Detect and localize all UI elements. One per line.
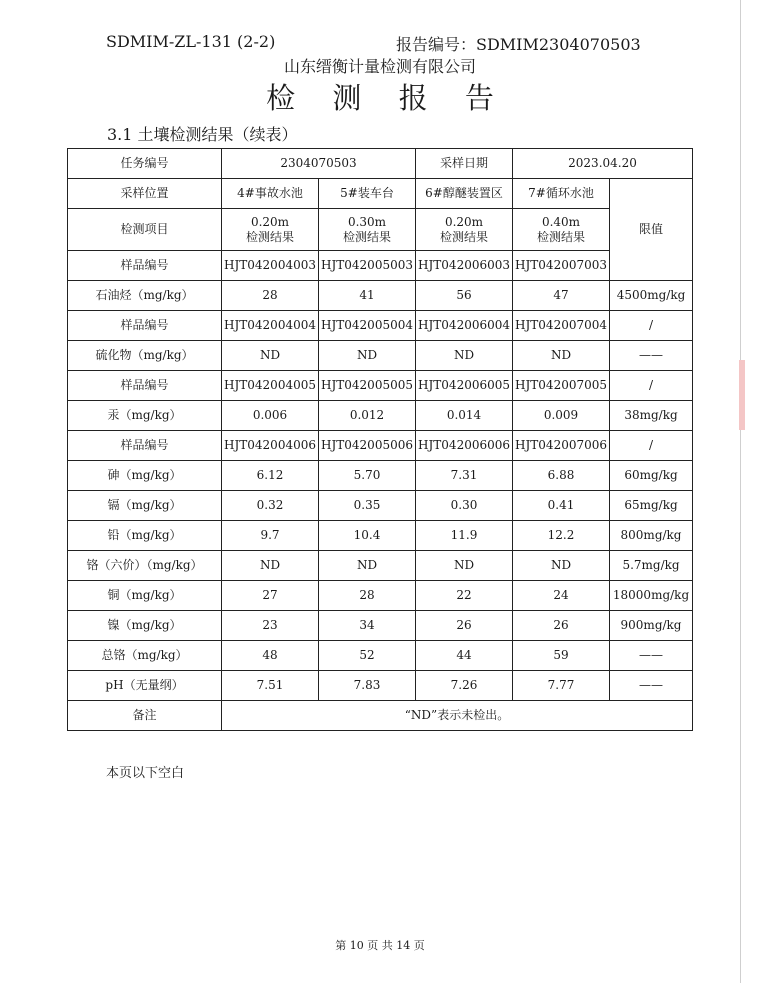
result-cell: ND xyxy=(222,341,319,371)
result-row xyxy=(68,611,693,641)
depth-cell xyxy=(319,209,416,251)
sample-id-cell: HJT042007006 xyxy=(513,431,610,461)
item-name: 镍（mg/kg） xyxy=(68,611,222,641)
limit-cell: —— xyxy=(610,671,693,701)
limit-cell: 5.7mg/kg xyxy=(610,551,693,581)
section-heading: 3.1 土壤检测结果（续表） xyxy=(107,125,298,144)
result-row xyxy=(68,401,693,431)
result-cell: 0.35 xyxy=(319,491,416,521)
sample-label: 样品编号 xyxy=(68,251,222,281)
result-cell: 59 xyxy=(513,641,610,671)
sample-row xyxy=(68,371,693,401)
result-cell: 28 xyxy=(222,281,319,311)
depth-cell xyxy=(222,209,319,251)
sample-id-cell: HJT042004003 xyxy=(222,251,319,281)
sample-id-cell: HJT042005005 xyxy=(319,371,416,401)
result-cell: 56 xyxy=(416,281,513,311)
result-cell: 10.4 xyxy=(319,521,416,551)
sample-id-cell: HJT042004006 xyxy=(222,431,319,461)
result-cell: 6.88 xyxy=(513,461,610,491)
company-name: 山东缙衡计量检测有限公司 xyxy=(283,57,476,76)
item-row xyxy=(68,209,693,251)
document-code: SDMIM-ZL-131 (2-2) xyxy=(106,32,276,51)
item-name: 镉（mg/kg） xyxy=(68,491,222,521)
location-cell: 7#循环水池 xyxy=(513,179,610,209)
depth-cell xyxy=(513,209,610,251)
item-name: 汞（mg/kg） xyxy=(68,401,222,431)
result-label: 检测结果 xyxy=(440,229,489,244)
depth-value: 0.40m xyxy=(541,214,581,229)
result-label: 检测结果 xyxy=(537,229,586,244)
result-row xyxy=(68,521,693,551)
item-name: 硫化物（mg/kg） xyxy=(68,341,222,371)
result-cell: 7.51 xyxy=(222,671,319,701)
result-cell: 22 xyxy=(416,581,513,611)
result-cell: 0.32 xyxy=(222,491,319,521)
result-row xyxy=(68,341,693,371)
sample-label: 样品编号 xyxy=(68,431,222,461)
sample-id-cell: HJT042007004 xyxy=(513,311,610,341)
result-row xyxy=(68,281,693,311)
limit-cell: 38mg/kg xyxy=(610,401,693,431)
result-cell: ND xyxy=(222,551,319,581)
location-cell: 6#醇醚装置区 xyxy=(416,179,513,209)
item-name: 铅（mg/kg） xyxy=(68,521,222,551)
location-cell: 4#事故水池 xyxy=(222,179,319,209)
sample-id-cell: HJT042004005 xyxy=(222,371,319,401)
result-cell: 0.012 xyxy=(319,401,416,431)
result-cell: 6.12 xyxy=(222,461,319,491)
blank-below-note: 本页以下空白 xyxy=(106,766,185,781)
result-row xyxy=(68,671,693,701)
result-cell: 28 xyxy=(319,581,416,611)
item-label: 检测项目 xyxy=(68,209,222,251)
limit-cell: / xyxy=(610,371,693,401)
task-label: 任务编号 xyxy=(68,149,222,179)
result-cell: 52 xyxy=(319,641,416,671)
result-cell: 11.9 xyxy=(416,521,513,551)
sample-id-cell: HJT042005004 xyxy=(319,311,416,341)
sampling-date: 2023.04.20 xyxy=(513,149,693,179)
result-cell: 7.31 xyxy=(416,461,513,491)
result-cell: 34 xyxy=(319,611,416,641)
result-cell: 7.26 xyxy=(416,671,513,701)
item-name: 铬（六价）（mg/kg） xyxy=(68,551,222,581)
result-row xyxy=(68,491,693,521)
result-row xyxy=(68,641,693,671)
result-label: 检测结果 xyxy=(343,229,392,244)
result-cell: 0.006 xyxy=(222,401,319,431)
result-cell: 0.014 xyxy=(416,401,513,431)
result-cell: 44 xyxy=(416,641,513,671)
result-label: 检测结果 xyxy=(245,229,294,244)
limit-cell: 4500mg/kg xyxy=(610,281,693,311)
sample-id-cell: HJT042006003 xyxy=(416,251,513,281)
sample-id-cell: HJT042007003 xyxy=(513,251,610,281)
result-cell: ND xyxy=(319,551,416,581)
sample-row xyxy=(68,431,693,461)
result-cell: 9.7 xyxy=(222,521,319,551)
item-name: pH（无量纲） xyxy=(68,671,222,701)
remark-row xyxy=(68,701,693,731)
sample-id-cell: HJT042006004 xyxy=(416,311,513,341)
location-row xyxy=(68,179,693,209)
item-name: 总铬（mg/kg） xyxy=(68,641,222,671)
limit-cell: —— xyxy=(610,641,693,671)
result-cell: 27 xyxy=(222,581,319,611)
sample-id-cell: HJT042005006 xyxy=(319,431,416,461)
sample-label: 样品编号 xyxy=(68,311,222,341)
limit-cell: 60mg/kg xyxy=(610,461,693,491)
sample-id-cell: HJT042007005 xyxy=(513,371,610,401)
result-cell: 26 xyxy=(416,611,513,641)
location-cell: 5#装车台 xyxy=(319,179,416,209)
result-cell: ND xyxy=(416,341,513,371)
sample-label: 样品编号 xyxy=(68,371,222,401)
result-cell: 7.77 xyxy=(513,671,610,701)
depth-value: 0.30m xyxy=(347,214,387,229)
result-cell: 5.70 xyxy=(319,461,416,491)
report-number: 报告编号：SDMIM2304070503 xyxy=(396,35,641,54)
depth-value: 0.20m xyxy=(250,214,290,229)
depth-cell xyxy=(416,209,513,251)
depth-value: 0.20m xyxy=(444,214,484,229)
item-name: 砷（mg/kg） xyxy=(68,461,222,491)
result-cell: 24 xyxy=(513,581,610,611)
report-title: 检 测 报 告 xyxy=(266,81,508,115)
item-name: 铜（mg/kg） xyxy=(68,581,222,611)
result-cell: 41 xyxy=(319,281,416,311)
result-cell: 48 xyxy=(222,641,319,671)
sample-row xyxy=(68,251,693,281)
scan-edge-line xyxy=(740,0,741,983)
limit-cell: —— xyxy=(610,341,693,371)
remark-label: 备注 xyxy=(68,701,222,731)
result-cell: 0.009 xyxy=(513,401,610,431)
limit-cell: / xyxy=(610,431,693,461)
seal-stamp-fragment xyxy=(739,360,745,430)
result-cell: ND xyxy=(319,341,416,371)
limit-cell: / xyxy=(610,311,693,341)
page-number: 第 10 页 共 14 页 xyxy=(335,939,425,952)
result-cell: 23 xyxy=(222,611,319,641)
limit-cell: 65mg/kg xyxy=(610,491,693,521)
result-cell: 26 xyxy=(513,611,610,641)
result-cell: 12.2 xyxy=(513,521,610,551)
limit-cell: 800mg/kg xyxy=(610,521,693,551)
location-label: 采样位置 xyxy=(68,179,222,209)
sample-id-cell: HJT042006005 xyxy=(416,371,513,401)
result-cell: 0.41 xyxy=(513,491,610,521)
sample-id-cell: HJT042006006 xyxy=(416,431,513,461)
limit-cell: 900mg/kg xyxy=(610,611,693,641)
remark-text: “ND”表示未检出。 xyxy=(222,701,693,731)
limit-header: 限值 xyxy=(610,179,693,281)
sample-row xyxy=(68,311,693,341)
result-row xyxy=(68,551,693,581)
sample-id-cell: HJT042005003 xyxy=(319,251,416,281)
soil-results-table xyxy=(67,148,693,731)
result-cell: 47 xyxy=(513,281,610,311)
result-cell: ND xyxy=(513,341,610,371)
sample-id-cell: HJT042004004 xyxy=(222,311,319,341)
result-cell: ND xyxy=(416,551,513,581)
result-cell: 0.30 xyxy=(416,491,513,521)
date-label: 采样日期 xyxy=(416,149,513,179)
result-cell: 7.83 xyxy=(319,671,416,701)
task-row xyxy=(68,149,693,179)
task-number: 2304070503 xyxy=(222,149,416,179)
item-name: 石油烃（mg/kg） xyxy=(68,281,222,311)
result-cell: ND xyxy=(513,551,610,581)
result-row xyxy=(68,581,693,611)
result-row xyxy=(68,461,693,491)
limit-cell: 18000mg/kg xyxy=(610,581,693,611)
